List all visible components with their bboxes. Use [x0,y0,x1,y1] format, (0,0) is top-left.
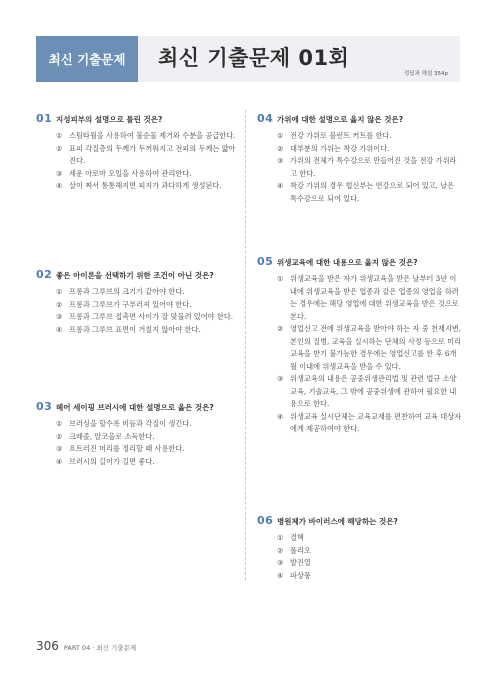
option: ② 프롱과 그루브가 구부러져 있어야 한다. [56,299,192,309]
header-band [36,36,460,82]
question-text: 지성피부의 설명으로 틀린 것은? [56,115,163,124]
question-text: 가위에 대한 설명으로 옳지 않은 것은? [277,115,404,124]
question-number: 05 [257,255,274,268]
option: ③ 흐트러진 머리를 정리할 때 사용한다. [56,444,185,453]
option: ① 위생교육을 받은 자가 위생교육을 받은 날부터 3년 이내에 위생교육을 받은 업종과 같은 업종의 영업을 하려는 경우에는 해당 영업에 대한 위생교육을 받은 것으로 본다. [277,274,459,321]
option: ④ 브러시의 길이가 길면 좋다. [56,456,155,466]
option: ③ 세운 아로마 오일을 사용하여 관리한다. [56,168,192,178]
column-divider [245,110,246,580]
option: ② 영업신고 전에 위생교육을 받아야 하는 자 중 천재지변, 본인의 질병, 교육을 실시하는 단체의 사정 등으로 미리 교육을 받기 불가능한 경우에는 영업신고를 한 후 6개월 이내에 위생교육을 받을 수 있다. [277,324,462,371]
question-number: 06 [257,514,274,527]
question-number: 01 [36,112,53,125]
option: ④ 프롱과 그루브 표면이 거칠지 않아야 한다. [56,324,201,334]
page-number: 306 [36,639,59,653]
question-01 [36,112,236,193]
question-05 [257,255,463,436]
option: ① 스팀타월을 사용하여 불순물 제거와 수분을 공급한다. [56,131,236,140]
question-text: 위생교육에 대한 내용으로 옳지 않은 것은? [277,258,418,267]
option: ④ 파상풍 [277,570,311,580]
option: ② 표피 각질층의 두께가 두꺼워지고 전피의 두께는 얇아진다. [56,143,236,165]
question-02 [36,268,236,336]
option: ④ 위생교육 실시단체는 교육교재를 편찬하여 교육 대상자에게 제공하여야 한다. [277,411,462,433]
answer-reference: 정답과 해설 354p [403,71,448,77]
option: ③ 프롱과 그루브 접촉면 사이가 잘 맞물려 있어야 한다. [56,312,234,321]
option: ② 크레졸, 알코올로 소독한다. [56,431,155,441]
question-text: 좋은 아이론을 선택하기 위한 조건이 아닌 것은? [56,271,214,280]
question-number: 02 [36,268,53,281]
page-title: 최신 기출문제 01회 [158,46,350,70]
option: ③ 위생교육의 내용은 공중위생관리법 및 관련 법규 소양교육, 기술교육, 그 밖에 공중위생에 관하여 필요한 내용으로 한다. [277,374,457,408]
question-04 [257,112,463,205]
option: ① 결핵 [277,533,304,542]
option: ② 폴리오 [277,545,311,555]
option: ② 대부분의 가위는 착강 가위이다. [277,143,390,153]
question-text: 헤어 세이핑 브러시에 대한 설명으로 옳은 것은? [56,403,214,412]
question-number: 03 [36,400,53,413]
question-number: 04 [257,112,274,125]
option: ③ 가위의 전체가 특수강으로 만들어진 것을 전강 가위라고 한다. [277,156,457,178]
question-03 [36,400,236,468]
option: ④ 살이 쪄서 통통해지면 피지가 과다하게 생성된다. [56,181,222,190]
option: ① 전강 가위로 블런트 커트를 한다. [277,131,392,140]
page-footer [36,639,136,653]
option: ① 프롱과 그루브의 크기가 같아야 한다. [56,287,185,296]
option: ① 브러싱을 할수록 비듬과 각질이 생긴다. [56,419,192,428]
option: ③ 발진열 [277,558,311,567]
question-text: 병원체가 바이러스에 해당하는 것은? [277,517,398,526]
option: ④ 착강 가위의 경우 협신부는 연강으로 되어 있고, 날은 특수강으로 되어 있다. [277,181,455,203]
section-tag: 최신 기출문제 [36,36,138,82]
question-06 [257,514,463,582]
part-label: PART 04 · 최신 기출문제 [63,644,137,652]
